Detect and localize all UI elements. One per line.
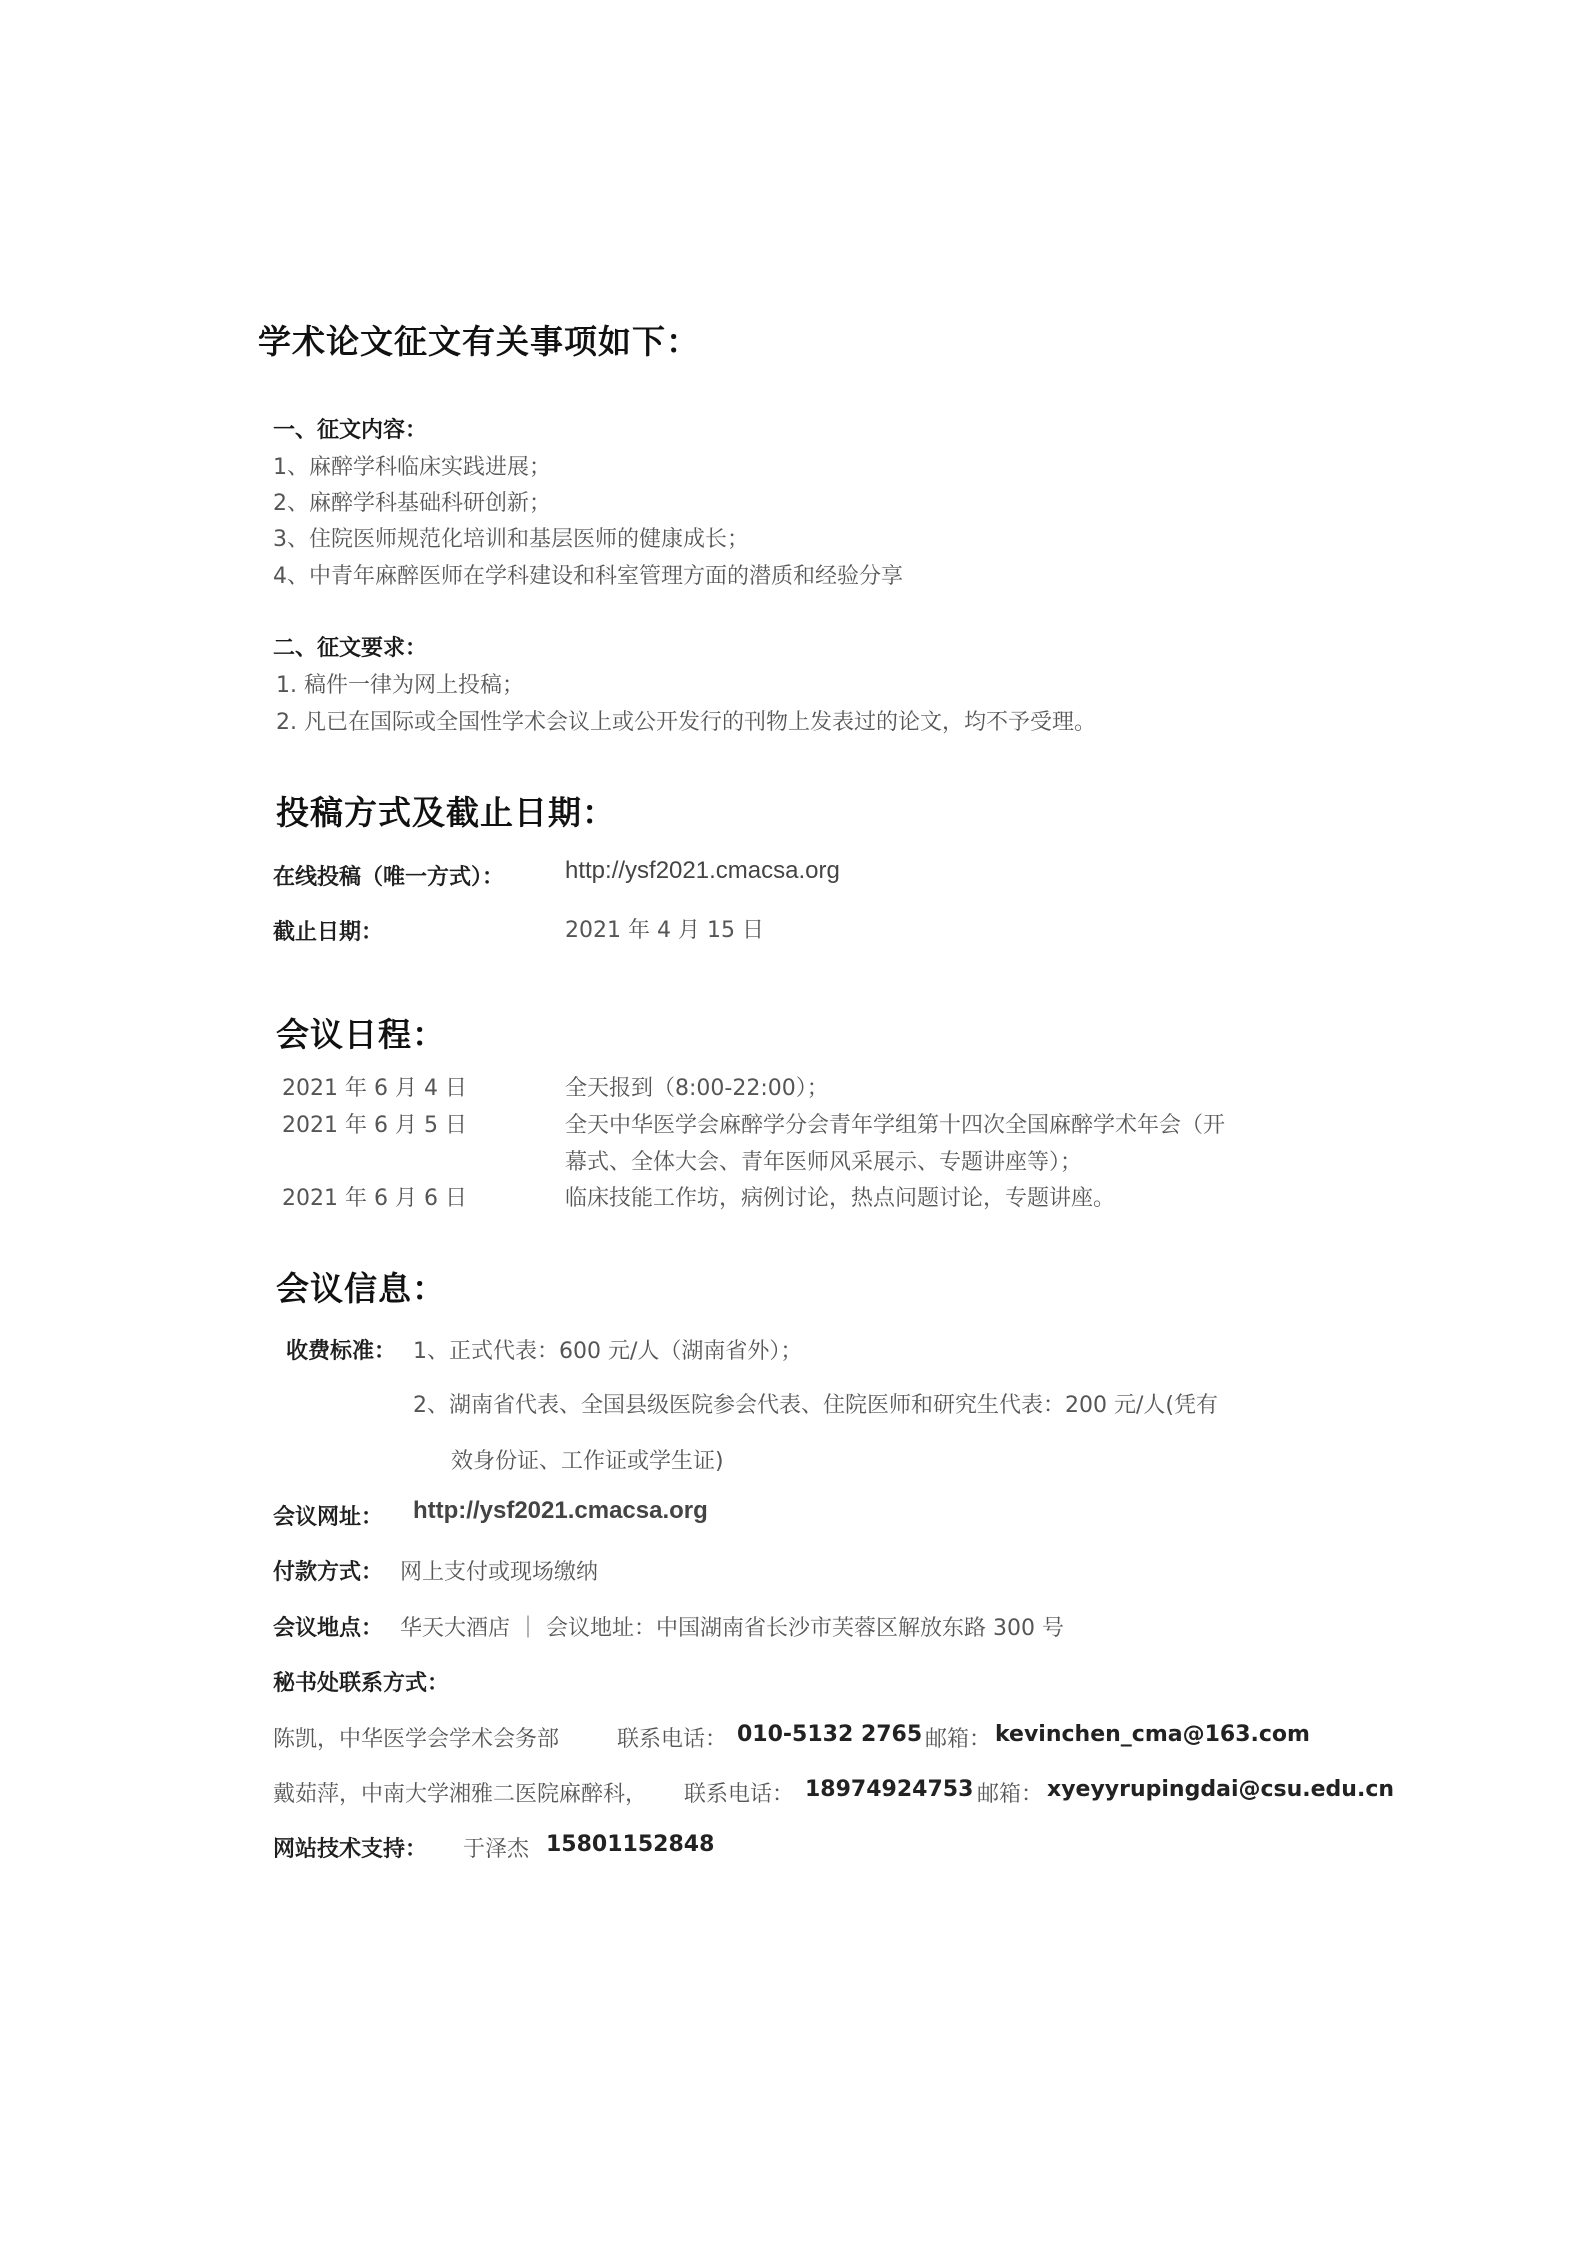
online-submission-link[interactable]: http://ysf2021.cmacsa.org: [565, 857, 840, 884]
schedule-title: 会议日程：: [276, 1015, 446, 1054]
tech-support-phone: 15801152848: [546, 1832, 715, 1857]
contact-name: 戴茹萍，中南大学湘雅二医院麻醉科，: [273, 1782, 648, 1807]
schedule-desc: 临床技能工作坊，病例讨论，热点问题讨论，专题讲座。: [565, 1186, 1116, 1211]
online-submission-label: 在线投稿（唯一方式）：: [273, 865, 505, 890]
secretariat-label: 秘书处联系方式：: [273, 1671, 450, 1696]
schedule-date: 2021 年 6 月 5 日: [282, 1113, 467, 1138]
schedule-desc: 全天中华医学会麻醉学分会青年学组第十四次全国麻醉学术年会（开: [565, 1113, 1226, 1138]
website-label: 会议网址：: [273, 1505, 384, 1530]
contact-email[interactable]: xyeyyrupingdai@csu.edu.cn: [1047, 1777, 1395, 1802]
info-title: 会议信息：: [276, 1269, 446, 1308]
list-item: 4、中青年麻醉医师在学科建设和科室管理方面的潜质和经验分享: [273, 564, 903, 589]
fee-item-1: 1、正式代表：600 元/人（湖南省外）；: [413, 1339, 803, 1364]
contact-name: 陈凯，中华医学会学术会务部: [273, 1727, 560, 1752]
contact-phone: 18974924753: [805, 1777, 974, 1802]
requirements-heading: 二、征文要求：: [273, 636, 428, 661]
fee-label: 收费标准：: [286, 1339, 397, 1364]
contact-email-label: 邮箱：: [925, 1727, 992, 1752]
schedule-desc-cont: 幕式、全体大会、青年医师风采展示、专题讲座等）；: [565, 1150, 1083, 1175]
venue-label: 会议地点：: [273, 1616, 384, 1641]
payment-value: 网上支付或现场缴纳: [400, 1560, 599, 1585]
contact-phone: 010-5132 2765: [737, 1722, 923, 1747]
tech-support-label: 网站技术支持：: [273, 1837, 428, 1862]
list-item: 1、麻醉学科临床实践进展；: [273, 455, 551, 480]
schedule-desc: 全天报到（8:00-22:00）；: [565, 1076, 829, 1101]
list-item: 2. 凡已在国际或全国性学术会议上或公开发行的刊物上发表过的论文，均不予受理。: [276, 710, 1096, 735]
venue-value: 华天大酒店 ｜ 会议地址：中国湖南省长沙市芙蓉区解放东路 300 号: [400, 1616, 1064, 1641]
list-item: 1. 稿件一律为网上投稿；: [276, 673, 524, 698]
deadline-value: 2021 年 4 月 15 日: [565, 918, 764, 943]
page-title: 学术论文征文有关事项如下：: [258, 322, 700, 361]
schedule-date: 2021 年 6 月 6 日: [282, 1186, 467, 1211]
website-link[interactable]: http://ysf2021.cmacsa.org: [413, 1497, 708, 1524]
contact-email-label: 邮箱：: [977, 1782, 1044, 1807]
contact-phone-label: 联系电话：: [617, 1727, 728, 1752]
submission-title: 投稿方式及截止日期：: [276, 793, 616, 832]
deadline-label: 截止日期：: [273, 920, 384, 945]
list-item: 3、住院医师规范化培训和基层医师的健康成长；: [273, 527, 749, 552]
content-heading: 一、征文内容：: [273, 418, 428, 443]
schedule-date: 2021 年 6 月 4 日: [282, 1076, 467, 1101]
fee-item-2-cont: 效身份证、工作证或学生证): [451, 1449, 724, 1474]
tech-support-name: 于泽杰: [463, 1837, 530, 1862]
fee-item-2: 2、湖南省代表、全国县级医院参会代表、住院医师和研究生代表：200 元/人(凭有: [413, 1393, 1218, 1418]
contact-email[interactable]: kevinchen_cma@163.com: [995, 1722, 1310, 1747]
list-item: 2、麻醉学科基础科研创新；: [273, 491, 551, 516]
contact-phone-label: 联系电话：: [684, 1782, 795, 1807]
payment-label: 付款方式：: [273, 1560, 384, 1585]
